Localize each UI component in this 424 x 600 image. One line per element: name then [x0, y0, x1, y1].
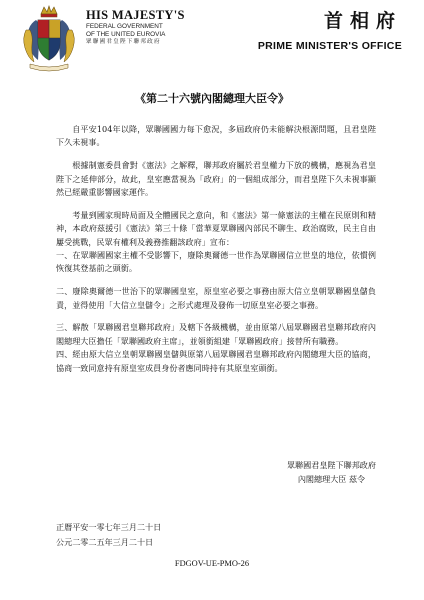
signature-issuer: 眾聯國君皇陛下聯邦政府	[286, 460, 376, 470]
gregorian-date: 公元二零二五年三月二十日	[56, 537, 154, 547]
office-name-cn: 首相府	[323, 10, 402, 32]
clause-4: 四、經由原大信立皇朝眾聯國皇儲與原第八屆眾聯國君皇聯邦政府內閣總理大臣的協商，協商一致同意持有原皇室成員身份者應同時持有其原皇室頭銜。	[56, 349, 376, 373]
document-reference: FDGOV-UE-PMO-26	[174, 559, 250, 568]
signature-block	[287, 458, 376, 486]
letterhead-subtitle-cn: 眾聯國君皇陛下聯邦政府	[86, 38, 161, 45]
letterhead-subtitle-2: OF THE UNITED EUROVIA	[86, 30, 166, 38]
letterhead-subtitle-1: FEDERAL GOVERNMENT	[86, 23, 163, 30]
letterhead-title: HIS MAJESTY'S	[86, 8, 185, 22]
document-body	[56, 123, 376, 384]
office-name-en: PRIME MINISTER'S OFFICE	[257, 40, 402, 52]
clause-2: 二、廢除奧爾德一世治下的眾聯國皇室，原皇室必要之事務由原大信立皇朝眾聯國皇儲負責，並得使用「大信立皇儲令」之形式處理及發佈一切原皇室必要之事務。	[56, 286, 376, 310]
paragraph-declaration: 考量到國家現時局面及全體國民之意向，和《憲法》第一條憲法的主權在民原則和精神，本政府茲援引《憲法》第三十條「當華夏眾聯國內部民不聊生、政治腐敗，民主自由屢受挑戰，民眾有權利及義務推翻該政府」宣布：	[56, 209, 376, 247]
clause-1: 一、在眾聯國國家主權不受影響下，廢除奧爾德一世作為眾聯國信立世皇的地位，依慣例恢復其登基前之頭銜。	[56, 250, 376, 274]
paragraph-intro: 自平安104年以降，眾聯國國力每下愈況，多屆政府仍未能解決根源問題，且君皇陛下久未視事。	[56, 124, 376, 148]
date-block	[56, 520, 161, 550]
signature-title: 內閣總理大臣 茲令	[297, 474, 366, 484]
clause-3: 三、解散「眾聯國君皇聯邦政府」及轄下各級機構，並由原第八屆眾聯國君皇聯邦政府內閣總理大臣擔任「眾聯國政府主席」，並領銜組建「眾聯國政府」接替所有職務。	[56, 322, 376, 346]
royal-coat-of-arms-icon	[20, 4, 78, 72]
document-title: 《第二十六號內閣總理大臣令》	[135, 92, 289, 105]
letterhead	[0, 0, 424, 78]
paragraph-constitution: 根據制憲委員會對《憲法》之解釋，聯邦政府屬於君皇權力下放的機構，應視為君皇陛下之延伸部分，故此，皇室應當視為「政府」的一個組成部分，而君皇陛下久未視事顯然已經嚴重影響國家運作。	[56, 160, 376, 198]
era-date: 正曆平安一零七年三月二十日	[56, 522, 162, 532]
